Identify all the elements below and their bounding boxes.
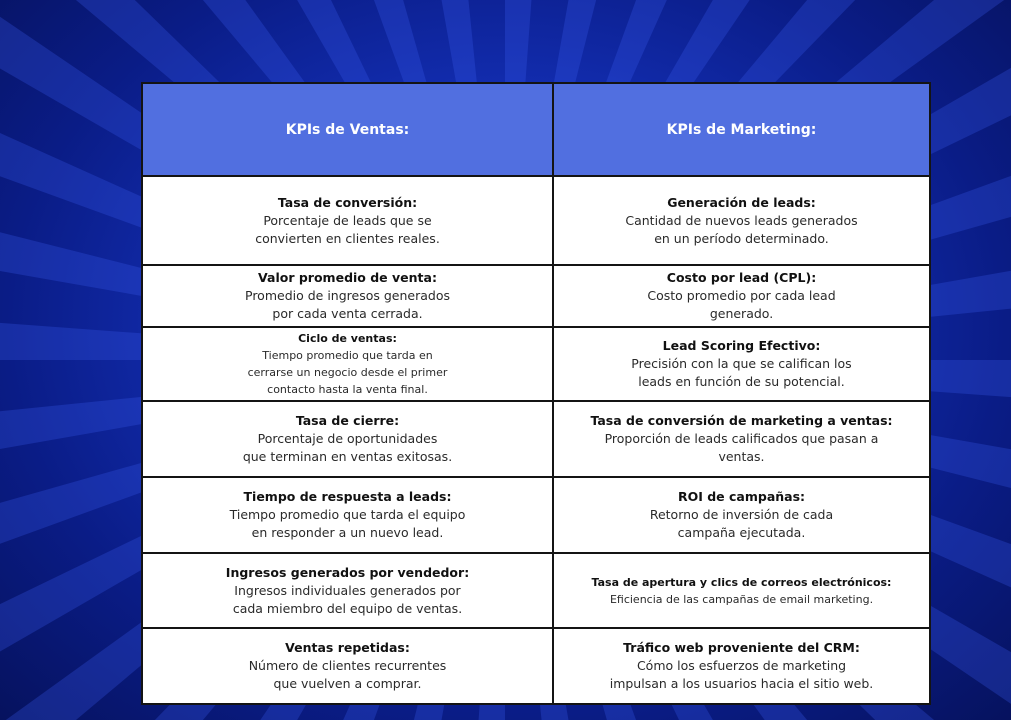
kpi-description-line: ventas.: [718, 449, 765, 464]
header-sales-kpis: KPIs de Ventas:: [142, 83, 553, 176]
header-marketing-kpis: KPIs de Marketing:: [553, 83, 930, 176]
marketing-kpi-cell: [553, 477, 930, 553]
marketing-kpi-cell: [553, 176, 930, 265]
kpi-description: [151, 212, 544, 248]
kpi-description-line: Retorno de inversión de cada: [649, 507, 834, 522]
marketing-kpi-cell: [553, 553, 930, 628]
kpi-description-line: Costo promedio por cada lead: [647, 288, 836, 303]
table-row: [142, 553, 930, 628]
kpi-title: Lead Scoring Efectivo:: [662, 338, 821, 353]
kpi-title: Ingresos generados por vendedor:: [225, 564, 470, 580]
sales-kpi-cell: [142, 401, 553, 477]
table-row: [142, 327, 930, 401]
kpi-description: [151, 287, 544, 323]
kpi-description-line: generado.: [709, 306, 774, 321]
kpi-description-line: Tiempo promedio que tarda en: [262, 349, 433, 362]
kpi-title: Tasa de cierre:: [295, 413, 400, 428]
sales-kpi-cell: [142, 327, 553, 401]
marketing-kpi-cell: [553, 327, 930, 401]
kpi-title: Ciclo de ventas:: [298, 332, 397, 345]
kpi-description-line: campaña ejecutada.: [677, 525, 806, 540]
kpi-description-line: cerrarse un negocio desde el primer: [247, 366, 448, 379]
kpi-description-line: que terminan en ventas exitosas.: [242, 449, 453, 464]
marketing-kpi-cell: [553, 628, 930, 704]
kpi-description-line: Precisión con la que se califican los: [631, 356, 852, 371]
kpi-description-line: Ingresos individuales generados por: [234, 582, 461, 598]
table-row: [142, 401, 930, 477]
kpi-description: [562, 212, 921, 248]
kpi-description-line: Cómo los esfuerzos de marketing: [636, 658, 847, 673]
kpi-title: Valor promedio de venta:: [258, 270, 437, 285]
marketing-kpi-cell: [553, 265, 930, 327]
kpi-title: Ventas repetidas:: [285, 640, 410, 655]
kpi-description: [151, 582, 544, 618]
kpi-title: Tasa de apertura y clics de correos electrónicos:: [591, 575, 892, 589]
kpi-title: Tasa de conversión:: [277, 194, 418, 210]
kpi-description-line: Porcentaje de oportunidades: [257, 431, 438, 446]
kpi-description-line: Promedio de ingresos generados: [245, 288, 450, 303]
kpi-description: [562, 591, 921, 608]
sales-kpi-cell: [142, 553, 553, 628]
sales-kpi-cell: [142, 477, 553, 553]
kpi-description: [151, 506, 544, 542]
kpi-description: [562, 657, 921, 693]
kpi-description: [562, 506, 921, 542]
table-row: [142, 628, 930, 704]
kpi-description-line: leads en función de su potencial.: [638, 374, 845, 389]
sales-kpi-cell: [142, 176, 553, 265]
table-row: [142, 477, 930, 553]
kpi-description-line: por cada venta cerrada.: [272, 306, 423, 321]
sales-kpi-cell: [142, 265, 553, 327]
kpi-description-line: impulsan a los usuarios hacia el sitio web.: [609, 676, 874, 691]
header-row: [142, 83, 930, 176]
kpi-description-line: que vuelven a comprar.: [273, 676, 422, 691]
table-row: [142, 265, 930, 327]
kpi-description-line: en responder a un nuevo lead.: [251, 525, 444, 540]
kpi-description: [151, 430, 544, 466]
kpi-description-line: Porcentaje de leads que se: [263, 212, 432, 228]
kpi-title: Generación de leads:: [667, 194, 816, 210]
kpi-title: Tasa de conversión de marketing a ventas:: [590, 413, 893, 428]
kpi-description-line: cada miembro del equipo de ventas.: [232, 600, 463, 616]
kpi-description-line: Tiempo promedio que tarda el equipo: [229, 507, 466, 522]
kpi-description: [562, 355, 921, 391]
kpi-description: [562, 287, 921, 323]
kpi-title: ROI de campañas:: [677, 489, 806, 504]
table-row: [142, 176, 930, 265]
kpi-description-line: convierten en clientes reales.: [255, 230, 440, 246]
kpi-title: Costo por lead (CPL):: [666, 270, 817, 285]
kpi-description-line: Eficiencia de las campañas de email marketing.: [609, 592, 874, 606]
kpi-description-line: Cantidad de nuevos leads generados: [625, 212, 858, 228]
kpi-description: [151, 657, 544, 693]
kpi-description: [562, 430, 921, 466]
kpi-title: Tráfico web proveniente del CRM:: [623, 640, 860, 655]
kpi-description: [151, 347, 544, 398]
kpi-title: Tiempo de respuesta a leads:: [243, 489, 452, 504]
kpi-table: [141, 82, 931, 705]
kpi-description-line: contacto hasta la venta final.: [267, 383, 428, 396]
kpi-description-line: en un período determinado.: [654, 230, 829, 246]
kpi-description-line: Proporción de leads calificados que pasan a: [604, 431, 879, 446]
kpi-description-line: Número de clientes recurrentes: [248, 658, 447, 673]
sales-kpi-cell: [142, 628, 553, 704]
marketing-kpi-cell: [553, 401, 930, 477]
